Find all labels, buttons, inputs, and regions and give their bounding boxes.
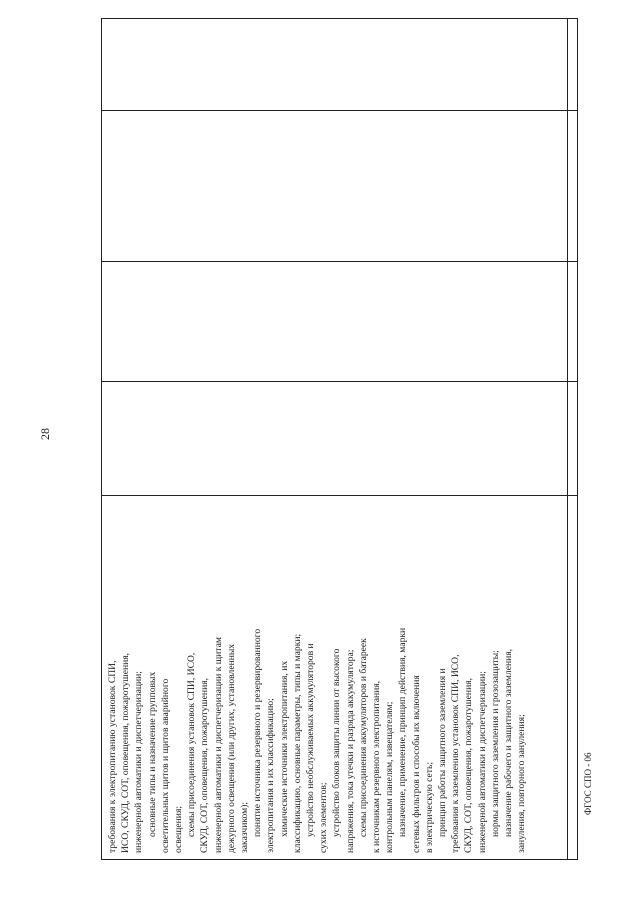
page-number: 28 (38, 428, 52, 440)
content-line: сетевых фильтров и способы их включения (410, 675, 422, 853)
document-code-footer: ФГОС СПО - 06 (583, 752, 593, 815)
content-line: инженерной автоматики и диспетчеризации; (476, 671, 488, 853)
content-line: схемы присоединения установок СПИ, ИСО, (186, 652, 198, 837)
content-line: СКУД, СОТ, оповещения, пожаротушения, (199, 677, 211, 853)
content-line: ИСО, СКУД, СОТ, оповещения, пожаротушения, (120, 652, 132, 853)
content-line: в электрическую сеть; (423, 761, 435, 853)
content-line: электропитания и их классификацию; (265, 698, 277, 853)
content-line: освещения; (173, 805, 185, 853)
content-line: требования к заземлению установок СПИ, ИСО, (450, 654, 462, 853)
content-line: к источникам резервного электропитания, (371, 680, 383, 853)
content-line: требования к электропитанию установок СПИ, (107, 660, 118, 853)
content-line: устройство блоков защиты линии от высокого (331, 648, 343, 837)
content-line: нормы защитного заземления и грозозащиты; (489, 650, 501, 837)
table-row-divider (102, 110, 577, 111)
competency-content-cell (102, 496, 579, 861)
content-line: назначение рабочего и защитного заземления, (503, 648, 515, 837)
content-line: химические источники электропитания, их (278, 660, 290, 837)
content-line: назначение, применение, принцип действия, марки (397, 627, 409, 837)
content-line: инженерной автоматики и диспетчеризации к щитам (212, 637, 224, 853)
content-line: напряжения, тока утечки и разряда аккумулятора; (344, 649, 356, 853)
content-line: основные типы и назначение групповых (146, 671, 158, 837)
content-line: зануления, повторного зануления; (516, 714, 528, 853)
content-line: сухих элементов; (318, 782, 330, 853)
content-line: принцип работы защитного заземления и (437, 668, 449, 837)
content-line: классификацию, основные параметры, типы и марки; (291, 633, 303, 853)
content-line: схемы присоединения аккумуляторов и батареек (357, 638, 369, 837)
curriculum-table (101, 18, 578, 860)
content-line: контрольным панелям, извещателям; (384, 701, 396, 853)
table-row-divider (102, 261, 577, 262)
content-line: осветительных щитов и щитов аварийного (159, 678, 171, 853)
content-line: заказчиком); (239, 801, 251, 853)
content-line: СКУД, СОТ, оповещения, пожаротушения, (463, 677, 475, 853)
content-line: инженерной автоматики и диспетчеризации; (133, 671, 145, 853)
content-line: устройство необслуживаемых аккумуляторов и (305, 643, 317, 837)
content-line: понятие источника резервного и резервированного (252, 628, 264, 837)
table-row-divider (102, 381, 577, 382)
content-line: дежурного освещения (или других, установленных (225, 643, 237, 853)
